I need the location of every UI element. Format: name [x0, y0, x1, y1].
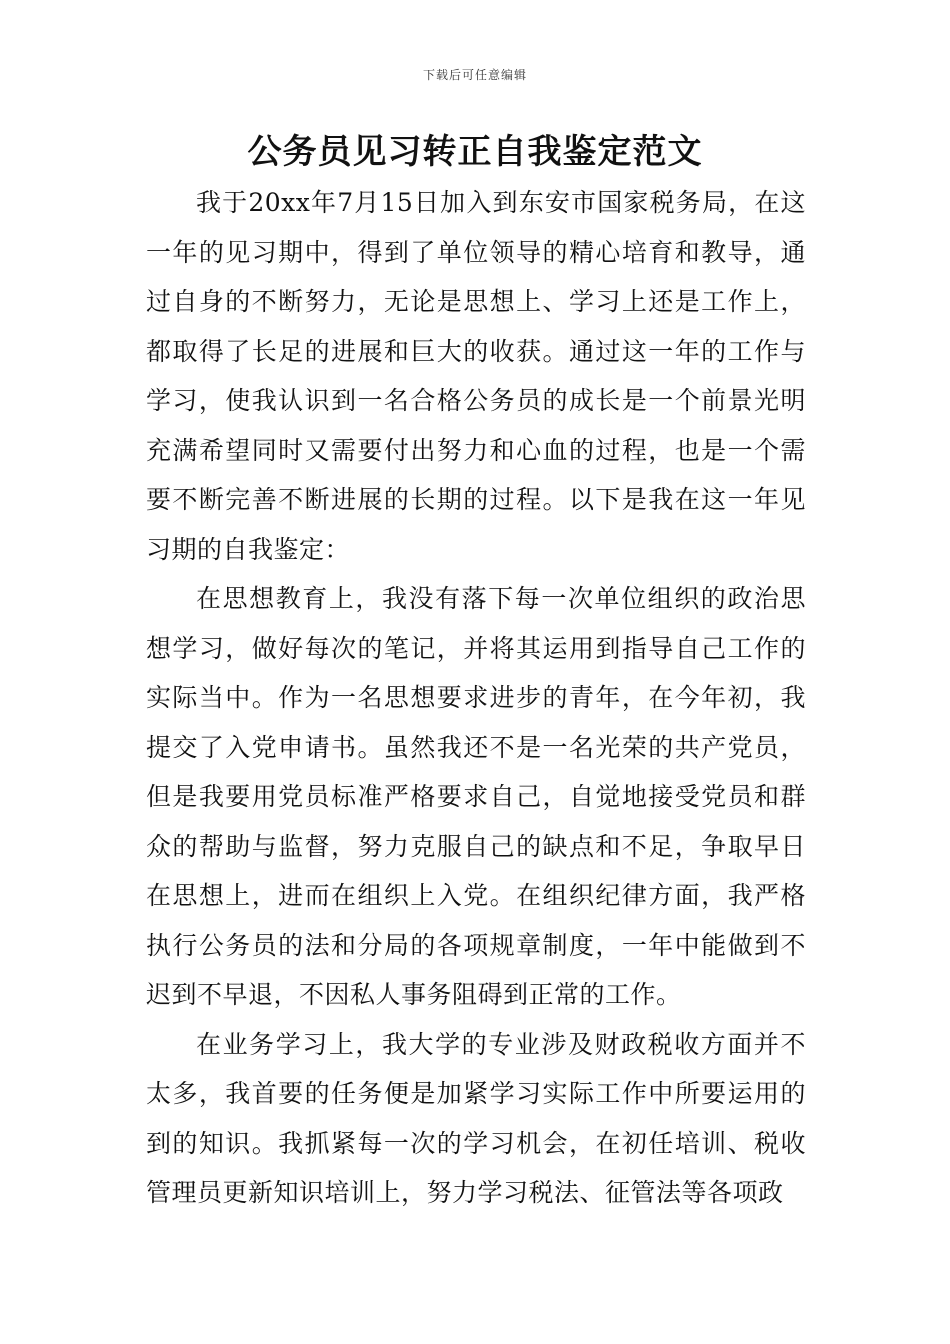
paragraph-ideology: 在思想教育上，我没有落下每一次单位组织的政治思想学习，做好每次的笔记，并将其运用到指导自己工作的实际当中。作为一名思想要求进步的青年，在今年初，我提交了入党申请书。虽然我还不是一名光荣的共产党员，但是我要用党员标准严格要求自己，自觉地接受党员和群众的帮助与监督，努力克服自己的缺点和不足，争取早日在思想上，进而在组织上入党。在组织纪律方面，我严格执行公务员的法和分局的各项规章制度，一年中能做到不迟到不早退，不因私人事务阻碍到正常的工作。	[146, 584, 806, 1009]
header-note: 下载后可任意编辑	[422, 68, 527, 82]
paragraph-study: 在业务学习上，我大学的专业涉及财政税收方面并不太多，我首要的任务便是加紧学习实际工作中所要运用的到的知识。我抓紧每一次的学习机会，在初任培训、税收管理员更新知识培训上，努力学习税法、征管法等各项政	[146, 1029, 806, 1207]
paragraph-intro: 我于20xx年7月15日加入到东安市国家税务局，在这一年的见习期中，得到了单位领导的精心培育和教导，通过自身的不断努力，无论是思想上、学习上还是工作上，都取得了长足的进展和巨大的收获。通过这一年的工作与学习，使我认识到一名合格公务员的成长是一个前景光明充满希望同时又需要付出努力和心血的过程，也是一个需要不断完善不断进展的长期的过程。以下是我在这一年见习期的自我鉴定：	[146, 188, 806, 564]
document-title: 公务员见习转正自我鉴定范文	[247, 132, 703, 172]
document-body	[146, 178, 806, 1218]
